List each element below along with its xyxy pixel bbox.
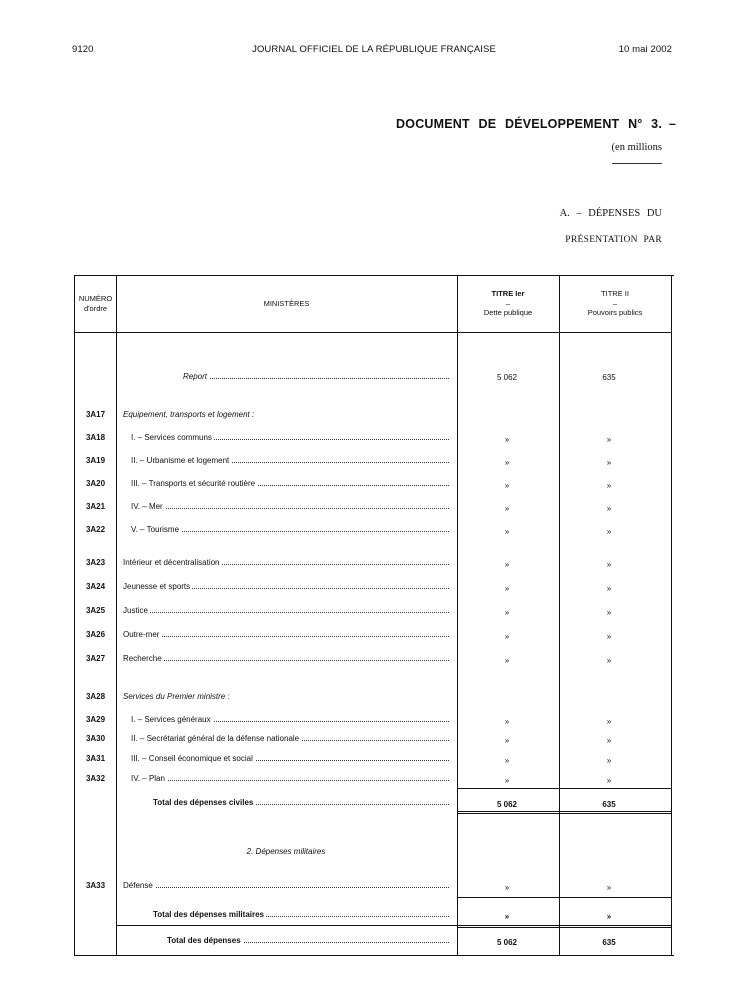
row-number: 3A27 — [85, 654, 106, 663]
row-number: 3A30 — [85, 734, 106, 743]
report-titre2: 635 — [602, 373, 616, 382]
row-titre2-value: » — [606, 584, 612, 593]
row-number: 3A32 — [85, 774, 106, 783]
row-label-text: II. – Secrétariat général de la défense nationale — [131, 734, 300, 743]
row-label-text: Justice — [123, 606, 148, 615]
row-titre2-value: » — [606, 560, 612, 569]
total-rule — [116, 925, 671, 926]
row-titre2-value: » — [606, 717, 612, 726]
total-depenses-titre2: 635 — [602, 938, 616, 947]
leader-dots — [123, 612, 449, 613]
leader-dots — [123, 887, 449, 888]
total-rule — [457, 897, 671, 898]
row-label-text: III. – Conseil économique et social — [131, 754, 253, 763]
row-label — [123, 692, 449, 701]
row-label — [123, 606, 449, 615]
row-titre2-value: » — [606, 776, 612, 785]
document-title — [396, 117, 676, 131]
row-label-text: Outre-mer — [123, 630, 160, 639]
row-label-text: III. – Transports et sécurité routière — [131, 479, 256, 488]
section-militaires: 2. Dépenses militaires — [246, 847, 326, 856]
row-number: 3A24 — [85, 582, 106, 591]
total-militaires-titre2: » — [606, 912, 612, 921]
total-depenses-text: Total des dépenses — [167, 936, 241, 945]
row-label-text: Intérieur et décentralisation — [123, 558, 220, 567]
titre2-sub: Pouvoirs publics — [587, 308, 643, 317]
row-titre1-value: » — [504, 776, 510, 785]
document-title-text: DOCUMENT DE DÉVELOPPEMENT N° 3. — [396, 117, 662, 131]
total-rule — [457, 927, 671, 928]
row-titre2-value: » — [606, 736, 612, 745]
document-title-dash: – — [668, 117, 676, 131]
row-titre2-value: » — [606, 435, 612, 444]
row-label — [131, 502, 449, 511]
titre2-head: TITRE II — [601, 289, 629, 298]
row-label — [131, 715, 449, 724]
row-label — [131, 774, 449, 783]
row-label-text: I. – Services généraux — [131, 715, 211, 724]
row-titre1-value: » — [504, 504, 510, 513]
column-header-numero: NUMÉRO d'ordre — [78, 294, 113, 313]
total-depenses-label — [167, 936, 449, 945]
titre1-sub: Dette publique — [483, 308, 533, 317]
titre2-separator: – — [612, 298, 618, 308]
row-number: 3A21 — [85, 502, 106, 511]
section-heading: A. – DÉPENSES DU — [559, 208, 662, 219]
row-titre2-value: » — [606, 608, 612, 617]
row-label-text: Jeunesse et sports — [123, 582, 191, 591]
leader-dots — [123, 660, 449, 661]
row-number: 3A25 — [85, 606, 106, 615]
leader-dots — [131, 508, 449, 509]
row-titre2-value: » — [606, 632, 612, 641]
row-titre1-value: » — [504, 717, 510, 726]
row-titre2-value: » — [606, 481, 612, 490]
row-label-text: IV. – Plan — [131, 774, 165, 783]
row-titre1-value: » — [504, 527, 510, 536]
row-number: 3A17 — [85, 410, 106, 419]
total-rule — [457, 811, 671, 812]
column-divider — [671, 276, 672, 955]
row-number: 3A19 — [85, 456, 106, 465]
row-label — [131, 754, 449, 763]
total-civiles-titre2: 635 — [602, 800, 616, 809]
total-civiles-label — [153, 798, 449, 807]
row-titre1-value: » — [504, 435, 510, 444]
row-number: 3A26 — [85, 630, 106, 639]
row-titre1-value: » — [504, 481, 510, 490]
row-label — [123, 630, 449, 639]
unit-underline — [612, 163, 662, 164]
row-number: 3A28 — [85, 692, 106, 701]
row-label-text: Recherche — [123, 654, 162, 663]
row-label-text: IV. – Mer — [131, 502, 163, 511]
row-number: 3A23 — [85, 558, 106, 567]
row-label-text: Services du Premier ministre : — [123, 692, 230, 701]
row-label — [131, 525, 449, 534]
total-civiles-titre1: 5 062 — [496, 800, 518, 809]
row-titre2-value: » — [606, 527, 612, 536]
defense-number: 3A33 — [85, 881, 106, 890]
row-titre1-value: » — [504, 584, 510, 593]
defense-titre1: » — [504, 883, 510, 892]
row-label — [131, 456, 449, 465]
total-rule — [457, 813, 671, 814]
row-titre2-value: » — [606, 504, 612, 513]
report-titre1: 5 062 — [496, 373, 518, 382]
total-depenses-titre1: 5 062 — [496, 938, 518, 947]
row-titre2-value: » — [606, 656, 612, 665]
total-rule — [457, 788, 671, 789]
row-label-text: I. – Services communs — [131, 433, 212, 442]
column-header-ministeres: MINISTÈRES — [263, 299, 310, 308]
total-civiles-text: Total des dépenses civiles — [153, 798, 254, 807]
header-rule — [75, 332, 671, 333]
defense-label — [123, 881, 449, 890]
titre1-head: TITRE Ier — [491, 289, 525, 298]
row-number: 3A31 — [85, 754, 106, 763]
total-militaires-text: Total des dépenses militaires — [153, 910, 265, 919]
row-titre1-value: » — [504, 756, 510, 765]
row-label — [131, 479, 449, 488]
unit-note: (en millions — [611, 142, 662, 153]
column-header-titre1 — [457, 289, 559, 318]
leader-dots — [131, 780, 449, 781]
row-titre1-value: » — [504, 458, 510, 467]
row-titre1-value: » — [504, 632, 510, 641]
row-titre1-value: » — [504, 656, 510, 665]
row-label — [123, 582, 449, 591]
row-label — [123, 410, 449, 419]
report-label-text: Report — [183, 372, 208, 381]
issue-date: 10 mai 2002 — [618, 44, 672, 55]
row-number: 3A22 — [85, 525, 106, 534]
titre1-separator: – — [505, 298, 511, 308]
presentation-heading: PRÉSENTATION PAR — [565, 235, 662, 245]
leader-dots — [123, 636, 449, 637]
report-label — [183, 372, 449, 381]
row-label-text: II. – Urbanisme et logement — [131, 456, 230, 465]
page-number: 9120 — [72, 44, 94, 55]
defense-titre2: » — [606, 883, 612, 892]
row-label — [123, 654, 449, 663]
row-label — [131, 734, 449, 743]
defense-label-text: Défense — [123, 881, 153, 890]
row-number: 3A29 — [85, 715, 106, 724]
row-titre1-value: » — [504, 608, 510, 617]
row-label — [123, 558, 449, 567]
column-header-titre2 — [559, 289, 671, 318]
row-number: 3A18 — [85, 433, 106, 442]
row-number: 3A20 — [85, 479, 106, 488]
row-label-text: Equipement, transports et logement : — [123, 410, 255, 419]
total-militaires-label — [153, 910, 449, 919]
row-label-text: V. – Tourisme — [131, 525, 180, 534]
leader-dots — [183, 378, 449, 379]
budget-table — [74, 275, 674, 956]
row-titre1-value: » — [504, 736, 510, 745]
total-militaires-titre1: » — [504, 912, 510, 921]
row-titre2-value: » — [606, 458, 612, 467]
row-titre1-value: » — [504, 560, 510, 569]
row-titre2-value: » — [606, 756, 612, 765]
row-label — [131, 433, 449, 442]
journal-title: JOURNAL OFFICIEL DE LA RÉPUBLIQUE FRANÇAISE — [252, 44, 496, 55]
